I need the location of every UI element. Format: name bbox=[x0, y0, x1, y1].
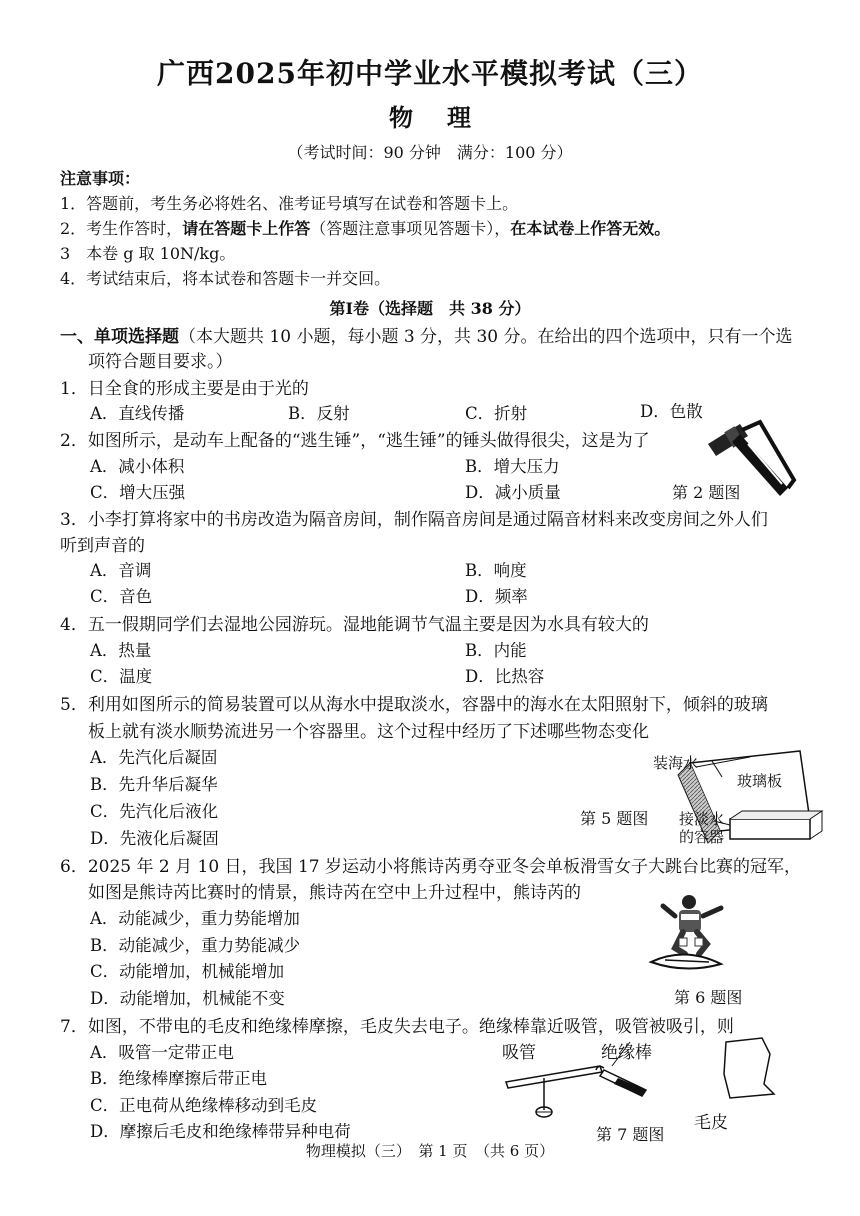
q7-option-c: C．正电荷从绝缘棒移动到毛皮 bbox=[90, 1096, 318, 1115]
note-item-4: 4．考试结束后，将本试卷和答题卡一并交回。 bbox=[60, 269, 391, 288]
q1-option-d: D．色散 bbox=[640, 402, 703, 421]
q6-option-b: B．动能减少，重力势能减少 bbox=[90, 936, 301, 955]
q5-option-c: C．先汽化后液化 bbox=[90, 802, 219, 821]
note-item-1: 1．答题前，考生务必将姓名、准考证号填写在试卷和答题卡上。 bbox=[60, 194, 519, 213]
q3-option-b: B．响度 bbox=[465, 561, 527, 580]
q5-stem-2: 板上就有淡水顺势流进另一个容器里。这个过程中经历了下述哪些物态变化 bbox=[88, 722, 649, 742]
snowboarder-figure bbox=[645, 888, 745, 978]
part1-desc-2: 项符合题目要求。） bbox=[88, 352, 233, 372]
note-item-2 bbox=[60, 216, 670, 239]
section-title: 第Ⅰ卷（选择题 共 38 分） bbox=[329, 299, 531, 318]
q4-option-b: B．内能 bbox=[465, 641, 527, 660]
subject-title: 物理 bbox=[389, 103, 505, 132]
note-item-2-b: 请在答题卡上作答 bbox=[182, 219, 311, 238]
q5-figure-caption: 第 5 题图 bbox=[580, 809, 649, 828]
note-item-2-c: （答题注意事项见答题卡）， bbox=[310, 219, 511, 238]
q7-option-a: A．吸管一定带正电 bbox=[90, 1043, 234, 1062]
q2-option-b: B．增大压力 bbox=[465, 457, 560, 476]
straw-rod-figure bbox=[500, 1034, 790, 1124]
q7-option-b: B．绝缘棒摩擦后带正电 bbox=[90, 1069, 268, 1088]
q6-stem-2: 如图是熊诗芮比赛时的情景，熊诗芮在空中上升过程中，熊诗芮的 bbox=[88, 883, 581, 903]
notes-heading: 注意事项： bbox=[60, 169, 141, 188]
part1-desc-1: （本大题共 10 小题，每小题 3 分，共 30 分。在给出的四个选项中，只有一个选 bbox=[179, 327, 793, 347]
q3-option-a: A．音调 bbox=[90, 561, 152, 580]
q1-option-c: C．折射 bbox=[465, 404, 528, 423]
escape-hammer-figure bbox=[700, 410, 800, 500]
exam-title: 广西2025年初中学业水平模拟考试（三） bbox=[157, 57, 703, 90]
q3-option-d: D．频率 bbox=[465, 587, 528, 606]
q6-option-a: A．动能减少，重力势能增加 bbox=[90, 909, 300, 928]
note-item-3: 3 本卷 g 取 10N/kg。 bbox=[60, 244, 236, 263]
note-item-2-a: 2．考生作答时， bbox=[60, 219, 183, 238]
q6-figure-caption: 第 6 题图 bbox=[674, 988, 743, 1007]
q1-option-b: B．反射 bbox=[288, 404, 350, 423]
q4-option-d: D．比热容 bbox=[465, 667, 545, 686]
page-footer: 物理模拟（三） 第 1 页 （共 6 页） bbox=[305, 1142, 555, 1160]
q7-option-d: D．摩擦后毛皮和绝缘棒带异种电荷 bbox=[90, 1122, 351, 1141]
q6-option-c: C．动能增加，机械能增加 bbox=[90, 962, 285, 981]
q4-option-a: A．热量 bbox=[90, 641, 152, 660]
q5-option-d: D．先液化后凝固 bbox=[90, 829, 219, 848]
q1-option-a: A．直线传播 bbox=[90, 404, 185, 423]
label-fur: 毛皮 bbox=[694, 1113, 728, 1133]
label-seawater: 装海水 bbox=[653, 754, 699, 772]
q2-stem: 2．如图所示，是动车上配备的“逃生锤”，“逃生锤”的锤头做得很尖，这是为了 bbox=[60, 431, 650, 451]
label-freshwater-2: 的容器 bbox=[679, 828, 725, 846]
q7-stem: 7．如图，不带电的毛皮和绝缘棒摩擦，毛皮失去电子。绝缘棒靠近吸管，吸管被吸引，则 bbox=[60, 1017, 734, 1037]
note-item-2-d: 在本试卷上作答无效。 bbox=[510, 219, 671, 238]
q2-figure-caption: 第 2 题图 bbox=[672, 483, 741, 502]
label-freshwater-1: 接淡水 bbox=[679, 810, 725, 828]
q6-option-d: D．动能增加，机械能不变 bbox=[90, 989, 285, 1008]
q2-option-c: C．增大压强 bbox=[90, 483, 186, 502]
q1-stem: 1．日全食的形成主要是由于光的 bbox=[60, 379, 309, 399]
q5-option-b: B．先升华后凝华 bbox=[90, 775, 218, 794]
q6-stem-1: 6．2025 年 2 月 10 日，我国 17 岁运动小将熊诗芮勇夺亚冬会单板滑雪女子大跳台比赛的冠军， bbox=[60, 857, 801, 877]
exam-info: （考试时间：90 分钟 满分：100 分） bbox=[287, 143, 573, 162]
q4-option-c: C．温度 bbox=[90, 667, 153, 686]
label-insulating-rod: 绝缘棒 bbox=[601, 1043, 652, 1063]
q2-option-a: A．减小体积 bbox=[90, 457, 185, 476]
label-straw: 吸管 bbox=[502, 1043, 536, 1063]
label-glass-plate: 玻璃板 bbox=[737, 772, 783, 790]
q3-option-c: C．音色 bbox=[90, 587, 153, 606]
part1-heading-line bbox=[60, 322, 793, 347]
q5-option-a: A．先汽化后凝固 bbox=[90, 748, 218, 767]
q7-figure-caption: 第 7 题图 bbox=[596, 1125, 665, 1144]
q3-stem-2: 听到声音的 bbox=[60, 536, 145, 556]
q4-stem: 4．五一假期同学们去湿地公园游玩。湿地能调节气温主要是因为水具有较大的 bbox=[60, 615, 649, 635]
part1-heading: 一、单项选择题 bbox=[60, 327, 179, 347]
q2-option-d: D．减小质量 bbox=[465, 483, 561, 502]
q5-stem-1: 5．利用如图所示的简易装置可以从海水中提取淡水，容器中的海水在太阳照射下，倾斜的玻璃 bbox=[60, 695, 768, 715]
q3-stem-1: 3．小李打算将家中的书房改造为隔音房间，制作隔音房间是通过隔音材料来改变房间之外人们 bbox=[60, 510, 768, 530]
